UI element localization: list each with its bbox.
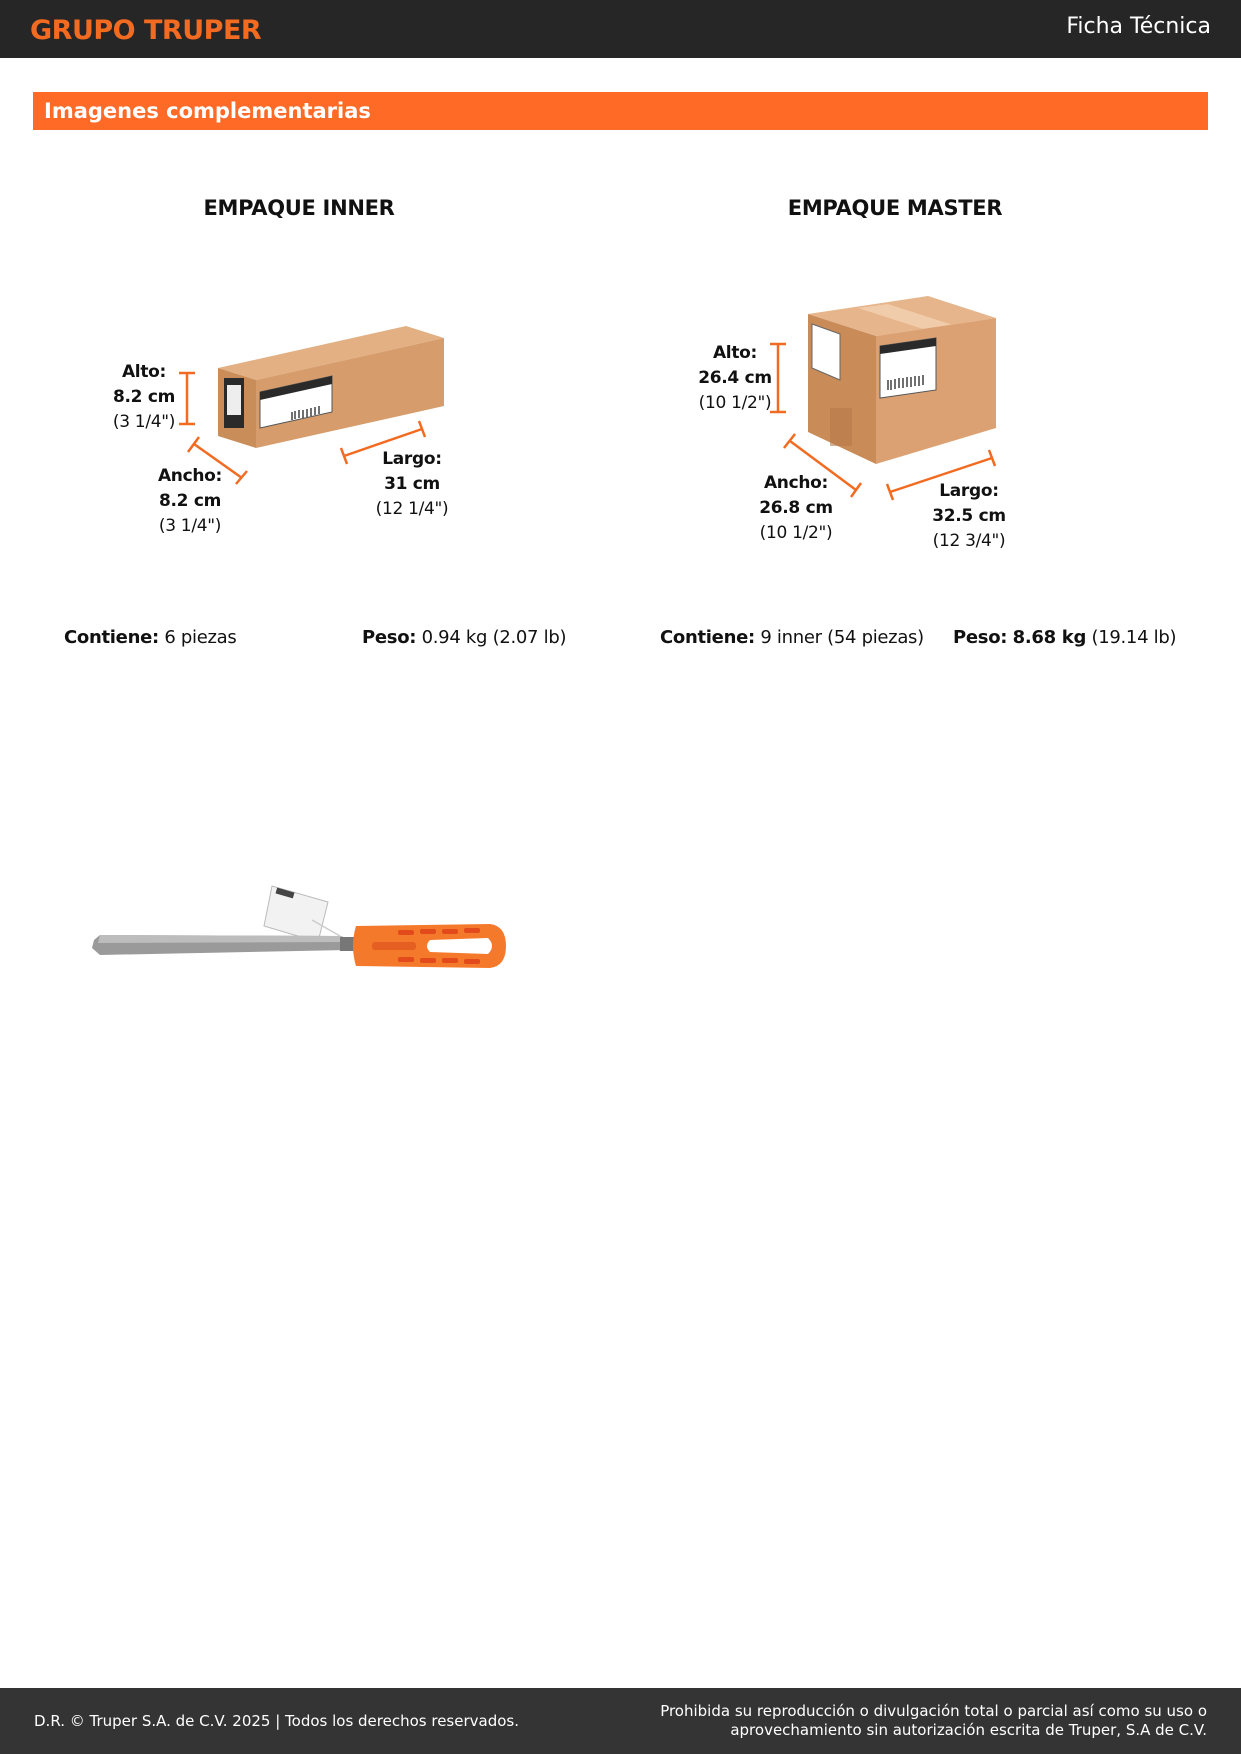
inner-peso: Peso: 0.94 kg (2.07 lb) <box>362 627 567 648</box>
inner-contiene: Contiene: 6 piezas <box>64 627 237 648</box>
page-footer <box>0 1688 1241 1754</box>
master-package-title: EMPAQUE MASTER <box>787 196 1003 220</box>
inner-package-title: EMPAQUE INNER <box>203 196 395 220</box>
inner-ancho-dimension: Ancho: 8.2 cm (3 1/4") <box>157 466 223 536</box>
legal-notice: Prohibida su reproducción o divulgación total o parcial así como su uso o aprovechamiento sin autorización escrita de Truper, S.A de C.V. <box>660 1702 1207 1739</box>
inner-largo-dimension: Largo: 31 cm (12 1/4") <box>375 449 449 519</box>
master-peso: Peso: 8.68 kg (19.14 lb) <box>953 627 1177 648</box>
document-title: Ficha Técnica <box>1066 14 1211 39</box>
master-contiene: Contiene: 9 inner (54 piezas) <box>660 627 924 648</box>
brand-logo: GRUPO TRUPER <box>30 15 262 46</box>
master-ancho-dimension: Ancho: 26.8 cm (10 1/2") <box>759 473 833 543</box>
copyright-text: D.R. © Truper S.A. de C.V. 2025 | Todos los derechos reservados. <box>34 1712 519 1730</box>
master-alto-dimension: Alto: 26.4 cm (10 1/2") <box>698 343 772 413</box>
section-title: Imagenes complementarias <box>44 99 371 123</box>
master-largo-dimension: Largo: 32.5 cm (12 3/4") <box>932 481 1006 551</box>
inner-alto-dimension: Alto: 8.2 cm (3 1/4") <box>112 362 176 432</box>
